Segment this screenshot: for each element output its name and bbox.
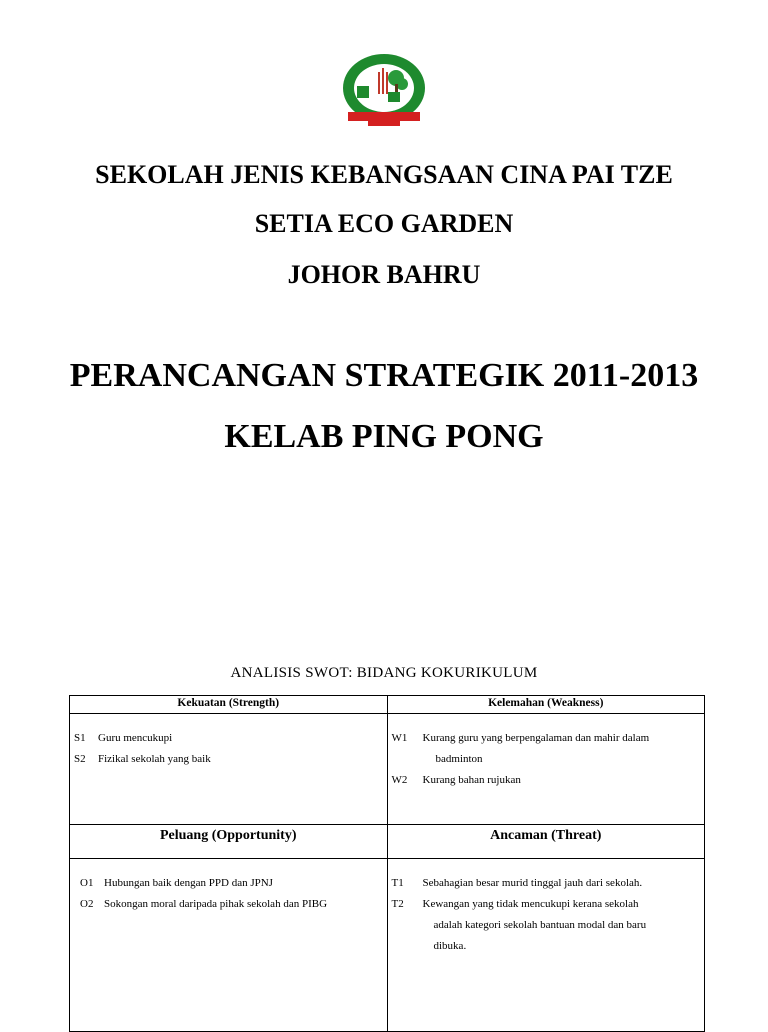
threat-code: T1 — [391, 877, 404, 889]
weakness-cell — [387, 714, 705, 825]
opportunity-code: O1 — [80, 877, 94, 889]
threat-item — [392, 873, 701, 894]
weakness-item — [392, 728, 701, 749]
weakness-text-continued: badminton — [435, 753, 483, 765]
club-title: KELAB PING PONG — [224, 418, 544, 455]
swot-table — [69, 695, 705, 1032]
weakness-text: Kurang guru yang berpengalaman dan mahir dalam — [422, 732, 650, 744]
strength-item — [74, 749, 383, 770]
opportunity-item — [74, 894, 383, 915]
school-logo — [342, 52, 426, 132]
swot-heading: ANALISIS SWOT: BIDANG KOKURIKULUM — [230, 665, 538, 681]
weakness-header: Kelemahan (Weakness) — [387, 696, 705, 714]
opportunity-code: O2 — [80, 898, 94, 910]
threat-cell — [387, 859, 705, 1032]
plan-title: PERANCANGAN STRATEGIK 2011-2013 — [69, 357, 699, 394]
threat-header: Ancaman (Threat) — [387, 825, 705, 859]
opportunity-text: Sokongan moral daripada pihak sekolah dan PIBG — [104, 898, 328, 910]
school-city: JOHOR BAHRU — [287, 260, 481, 289]
threat-text-continued: dibuka. — [433, 940, 467, 952]
opportunity-item — [74, 873, 383, 894]
threat-text: Sebahagian besar murid tinggal jauh dari sekolah. — [422, 877, 643, 889]
threat-code: T2 — [391, 898, 404, 910]
threat-item — [392, 894, 701, 915]
school-name: SEKOLAH JENIS KEBANGSAAN CINA PAI TZE — [95, 160, 673, 189]
school-crest-icon — [342, 52, 426, 132]
strength-code: S1 — [74, 732, 86, 744]
opportunity-text: Hubungan baik dengan PPD dan JPNJ — [104, 877, 273, 889]
strength-header: Kekuatan (Strength) — [70, 696, 388, 714]
weakness-code: W2 — [391, 774, 408, 786]
opportunity-header: Peluang (Opportunity) — [70, 825, 388, 859]
strength-text: Fizikal sekolah yang baik — [98, 753, 211, 765]
school-location: SETIA ECO GARDEN — [254, 209, 514, 238]
weakness-code: W1 — [391, 732, 408, 744]
weakness-item — [392, 770, 701, 791]
strength-code: S2 — [74, 753, 86, 765]
strength-item — [74, 728, 383, 749]
opportunity-cell — [70, 859, 388, 1032]
threat-text-continued: adalah kategori sekolah bantuan modal dan baru — [433, 919, 647, 931]
strength-text: Guru mencukupi — [98, 732, 173, 744]
strength-cell — [70, 714, 388, 825]
threat-text: Kewangan yang tidak mencukupi kerana sekolah — [422, 898, 639, 910]
weakness-text: Kurang bahan rujukan — [422, 774, 521, 786]
